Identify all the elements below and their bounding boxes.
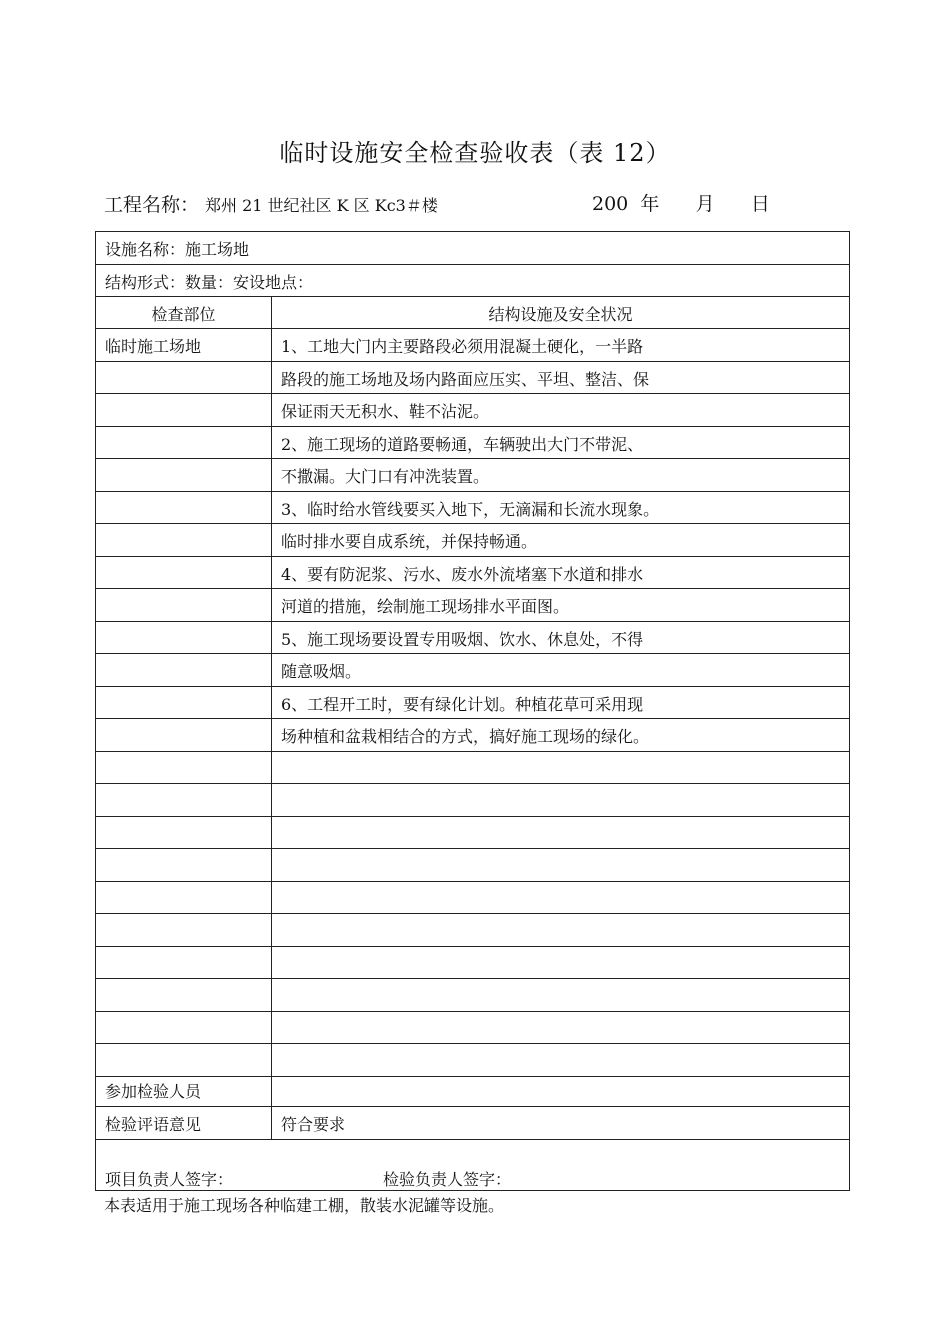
table-row xyxy=(96,589,849,622)
table-header-row xyxy=(96,297,849,329)
requirement-line: 不撒漏。大门口有冲洗装置。 xyxy=(281,467,490,486)
check-part-cell xyxy=(96,784,272,816)
check-part-cell xyxy=(96,394,272,426)
inspection-lead-signature: 检验负责人签字： xyxy=(383,1170,512,1189)
structure-info-row xyxy=(96,265,849,297)
table-row xyxy=(96,784,849,817)
table-row xyxy=(96,524,849,557)
project-name-label: 工程名称： xyxy=(104,194,200,216)
requirement-line xyxy=(272,752,849,784)
table-row xyxy=(96,654,849,687)
opinion-value: 符合要求 xyxy=(281,1115,346,1134)
check-part-cell xyxy=(96,882,272,914)
requirement-line xyxy=(272,979,849,1011)
table-row xyxy=(96,849,849,882)
check-part-cell xyxy=(96,362,272,394)
opinion-label: 检验评语意见 xyxy=(96,1107,272,1139)
check-part-cell xyxy=(96,589,272,621)
check-part-cell xyxy=(96,654,272,686)
check-part-cell xyxy=(96,1012,272,1044)
table-row xyxy=(96,1044,849,1077)
project-lead-signature: 项目负责人签字： xyxy=(105,1170,234,1189)
form-title: 临时设施安全检查验收表（表 12） xyxy=(279,139,671,167)
table-row xyxy=(96,1012,849,1045)
check-part-cell xyxy=(96,687,272,719)
table-row xyxy=(96,914,849,947)
check-part-cell xyxy=(96,557,272,589)
footnote: 本表适用于施工现场各种临建工棚，散装水泥罐等设施。 xyxy=(104,1196,505,1215)
table-row xyxy=(96,752,849,785)
check-part-cell xyxy=(96,719,272,751)
requirement-line xyxy=(272,882,849,914)
table-row xyxy=(96,329,849,362)
requirement-line: 随意吸烟。 xyxy=(281,662,362,681)
table-row xyxy=(96,719,849,752)
signature-row xyxy=(96,1140,849,1190)
date-field: 200 年 月 日 xyxy=(592,193,770,215)
requirement-line xyxy=(272,817,849,849)
requirement-line xyxy=(272,947,849,979)
participants-value xyxy=(272,1074,849,1106)
table-row xyxy=(96,492,849,525)
table-row xyxy=(96,459,849,492)
check-part-cell xyxy=(96,524,272,556)
facility-name-row xyxy=(96,232,849,265)
participants-row xyxy=(96,1074,849,1107)
section-label: 临时施工场地 xyxy=(96,329,272,361)
check-part-cell xyxy=(96,459,272,491)
requirement-line: 3、临时给水管线要买入地下，无滴漏和长流水现象。 xyxy=(281,499,660,519)
check-part-cell xyxy=(96,817,272,849)
requirement-line: 保证雨天无积水、鞋不沾泥。 xyxy=(281,402,490,421)
table-row xyxy=(96,687,849,720)
check-part-cell xyxy=(96,492,272,524)
table-row xyxy=(96,557,849,590)
requirement-line: 路段的施工场地及场内路面应压实、平坦、整洁、保 xyxy=(281,369,650,389)
check-part-cell xyxy=(96,914,272,946)
project-name xyxy=(104,190,438,217)
structure-info: 结构形式：数量：安设地点： xyxy=(105,273,314,292)
requirement-line: 临时排水要自成系统，并保持畅通。 xyxy=(281,532,538,551)
requirement-line xyxy=(272,784,849,816)
requirement-line: 2、施工现场的道路要畅通，车辆驶出大门不带泥、 xyxy=(281,434,644,454)
requirement-line xyxy=(272,849,849,881)
check-part-cell xyxy=(96,1044,272,1076)
check-part-cell xyxy=(96,947,272,979)
check-part-cell xyxy=(96,752,272,784)
requirement-line: 5、施工现场要设置专用吸烟、饮水、休息处，不得 xyxy=(281,629,644,649)
check-part-cell xyxy=(96,427,272,459)
table-row xyxy=(96,882,849,915)
check-part-cell xyxy=(96,622,272,654)
inspection-table xyxy=(95,231,850,1191)
header-structure-safety: 结构设施及安全状况 xyxy=(488,305,633,324)
requirement-line: 1、工地大门内主要路段必须用混凝土硬化，一半路 xyxy=(281,337,644,356)
participants-label: 参加检验人员 xyxy=(96,1074,272,1106)
facility-name: 设施名称：施工场地 xyxy=(105,240,250,259)
table-row xyxy=(96,427,849,460)
table-row xyxy=(96,362,849,395)
table-row xyxy=(96,979,849,1012)
requirement-line: 6、工程开工时，要有绿化计划。种植花草可采用现 xyxy=(281,694,644,714)
requirement-line xyxy=(272,914,849,946)
header-check-part: 检查部位 xyxy=(96,297,272,328)
requirement-line xyxy=(272,1012,849,1044)
project-name-value: 郑州 21 世纪社区 K 区 Kc3＃楼 xyxy=(205,196,438,215)
requirement-line: 4、要有防泥浆、污水、废水外流堵塞下水道和排水 xyxy=(281,564,644,584)
requirement-line xyxy=(272,1044,849,1076)
requirement-line: 场种植和盆栽相结合的方式，搞好施工现场的绿化。 xyxy=(281,727,650,746)
table-row xyxy=(96,947,849,980)
requirement-line: 河道的措施，绘制施工现场排水平面图。 xyxy=(281,597,570,616)
table-row xyxy=(96,394,849,427)
table-row xyxy=(96,817,849,850)
check-part-cell xyxy=(96,849,272,881)
check-part-cell xyxy=(96,979,272,1011)
opinion-row xyxy=(96,1107,849,1140)
table-row xyxy=(96,622,849,655)
